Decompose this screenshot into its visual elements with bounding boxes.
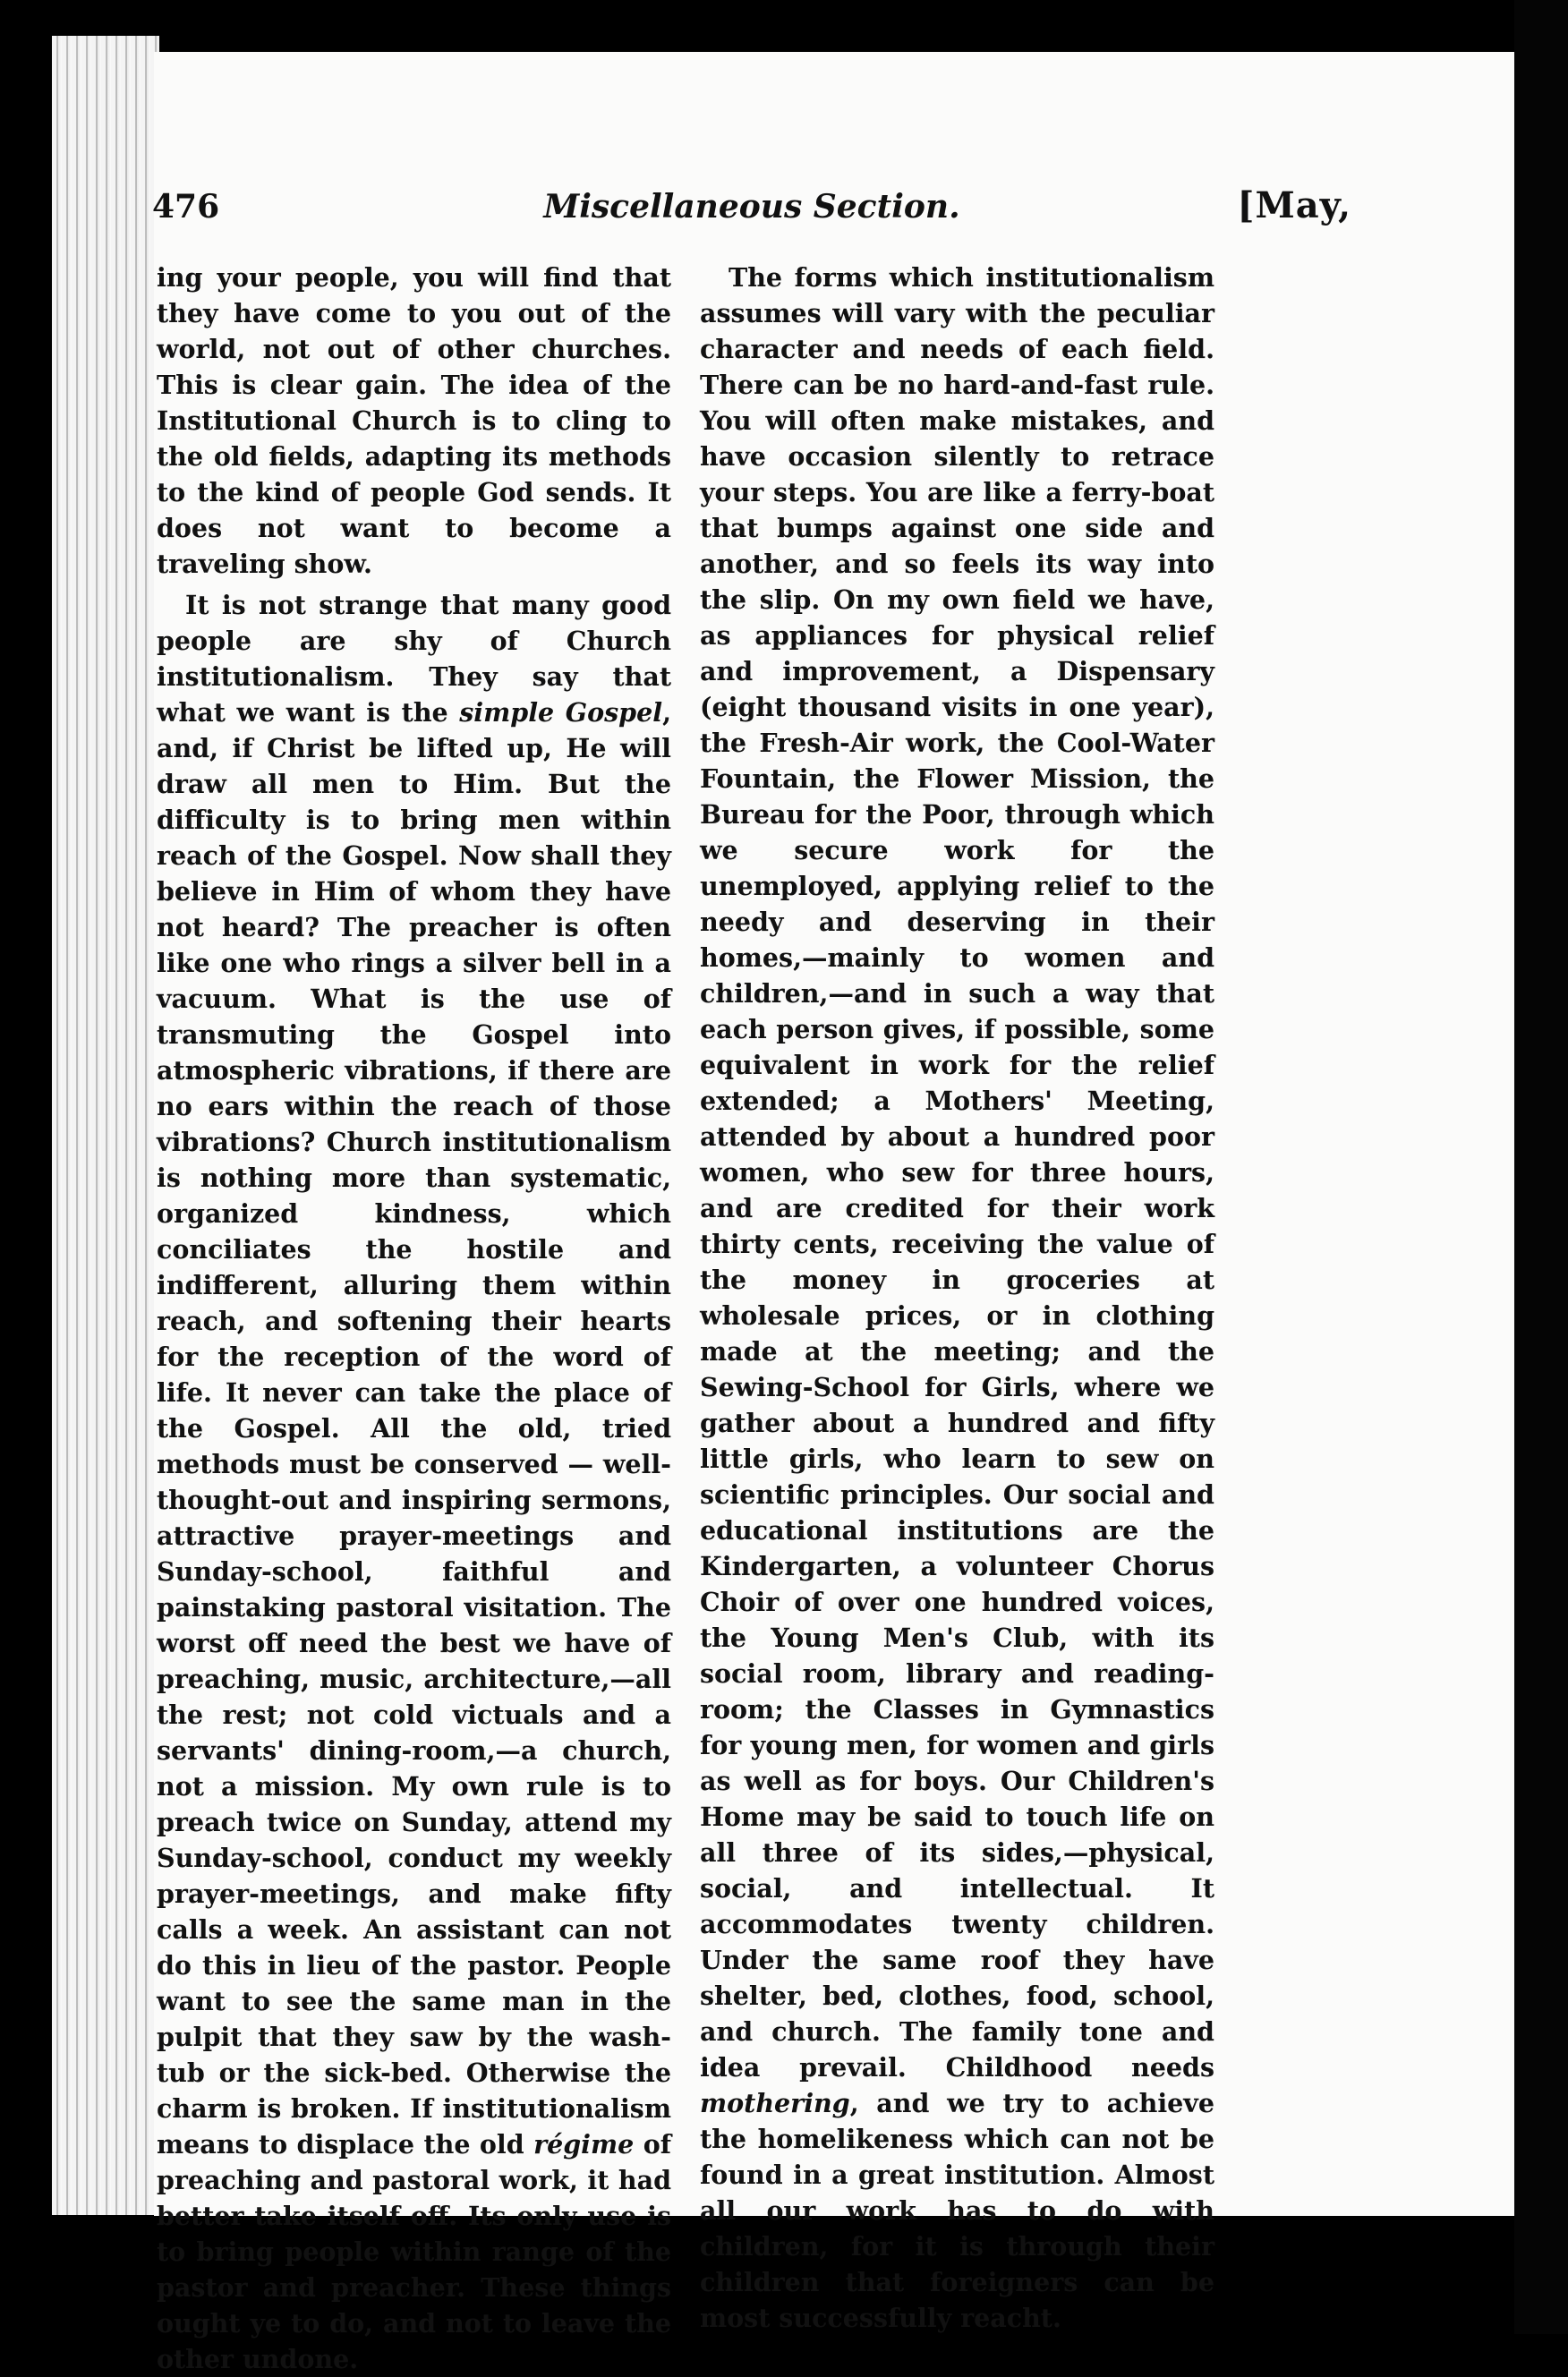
italic-text: simple Gospel: [459, 697, 663, 728]
text-run: of preaching and pastoral work, it had better take itself off. Its only use is to bring people within range of the pastor and preacher. These things ought ye to do, and not to leave the other undone.: [157, 2129, 671, 2374]
italic-text: mothering: [700, 2088, 850, 2118]
text-run: , and, if Christ be lifted up, He will draw all men to Him. But the difficulty is to bring men within reach of the Gospel. Now shall they believe in Him of whom they have not heard? The preacher is often like one who rings a silver bell in a vacuum. What is the use of transmuting the Gospel into atmospheric vibrations, if there are no ears within the reach of those vibrations? Church institutionalism is nothing more than systematic, organized kindness, which conciliates the hostile and indifferent, alluring them within reach, and softening their hearts for the reception of the word of life. It never can take the place of the Gospel. All the old, tried methods must be conserved — well-thought-out and inspiring sermons, attractive prayer-meetings and Sunday-school, faithful and painstaking pastoral visitation. The worst off need the best we have of preaching, music, architecture,—all the rest; not cold victuals and a servants' dining-room,—a church, not a mission. My own rule is to preach twice on Sunday, attend my Sunday-school, conduct my weekly prayer-meetings, and make fifty calls a week. An assistant can not do this in lieu of the pastor. People want to see the same man in the pulpit that they saw by the wash-tub or the sick-bed. Otherwise the charm is broken. If institutionalism means to displace the old: [157, 697, 671, 2160]
paragraph: [157, 587, 671, 2377]
running-title: Miscellaneous Section.: [543, 188, 960, 226]
header-month: [May,: [1237, 184, 1351, 226]
page-edge-stack: [52, 36, 159, 2215]
page-number: 476: [152, 188, 220, 226]
text-run: It is not strange that many good people are shy of Church institutionalism. They say that what we want is the: [157, 590, 671, 728]
paragraph: ing your people, you will find that they have come to you out of the world, not out of other churches. This is clear gain. The idea of the Institutional Church is to cling to the old fields, adapting its methods to the kind of people God sends. It does not want to become a traveling show.: [157, 262, 671, 579]
paragraph: [700, 260, 1214, 2336]
scan-border: [1514, 0, 1568, 2334]
italic-text: régime: [533, 2129, 635, 2160]
text-run: , and we try to achieve the homelikeness which can not be found in a great institution. Almost all our work has to do with children, for it is through their children that foreigners can be most successfully reacht.: [700, 2088, 1214, 2333]
running-header: [152, 184, 1351, 242]
left-column: [157, 260, 671, 2377]
right-column: [700, 260, 1214, 2336]
text-run: The forms which institutionalism assumes will vary with the peculiar character and needs of each field. There can be no hard-and-fast rule. You will often make mistakes, and have occasion silently to retrace your steps. You are like a ferry-boat that bumps against one side and another, and so feels its way into the slip. On my own field we have, as appliances for physical relief and improvement, a Dispensary (eight thousand visits in one year), the Fresh-Air work, the Cool-Water Fountain, the Flower Mission, the Bureau for the Poor, through which we secure work for the unemployed, applying relief to the needy and deserving in their homes,—mainly to women and children,—and in such a way that each person gives, if possible, some equivalent in work for the relief extended; a Mothers' Meeting, attended by about a hundred poor women, who sew for three hours, and are credited for their work thirty cents, receiving the value of the money in groceries at wholesale prices, or in clothing made at the meeting; and the Sewing-School for Girls, where we gather about a hundred and fifty little girls, who learn to sew on scientific principles. Our social and educational institutions are the Kindergarten, a volunteer Chorus Choir of over one hundred voices, the Young Men's Club, with its social room, library and reading-room; the Classes in Gymnastics for young men, for women and girls as well as for boys. Our Children's Home may be said to touch life on all three of its sides,—physical, social, and intellectual. It accommodates twenty children. Under the same roof they have shelter, bed, clothes, food, school, and church. The family tone and idea prevail. Childhood needs: [700, 262, 1214, 2083]
